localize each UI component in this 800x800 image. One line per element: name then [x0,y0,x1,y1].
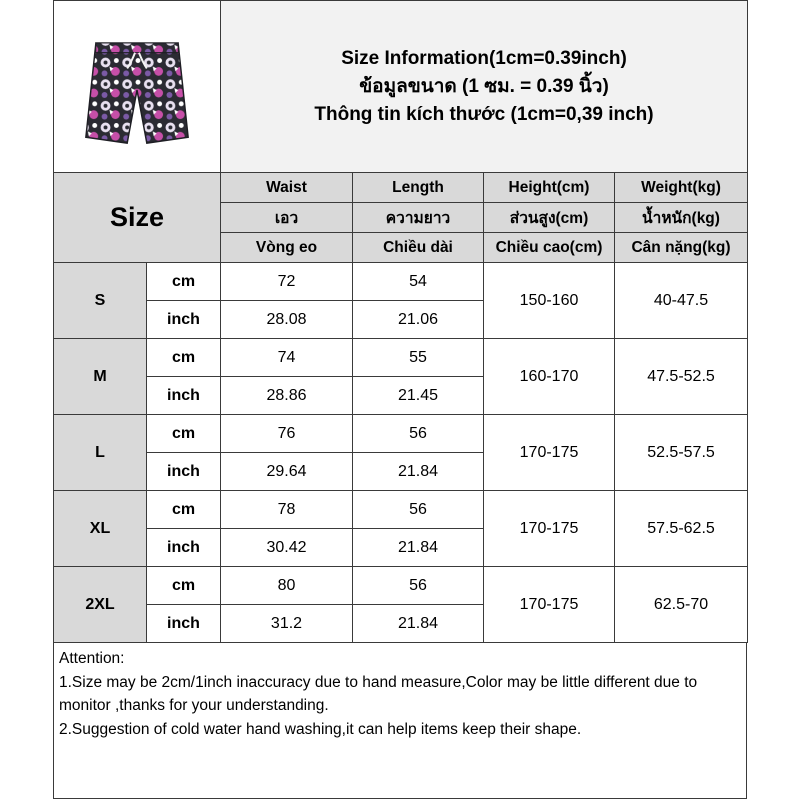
size-information-title [221,1,748,173]
weight-range: 47.5-52.5 [615,339,748,415]
length-header-th: ความยาว [353,203,484,233]
length-cm: 56 [353,491,484,529]
length-header-vi: Chiều dài [353,233,484,263]
height-range: 170-175 [484,567,615,643]
size-label-m: M [54,339,147,415]
waist-inch: 29.64 [221,453,353,491]
unit-cm: cm [147,339,221,377]
attention-note-2: 2.Suggestion of cold water hand washing,it can help items keep their shape. [59,720,582,738]
waist-cm: 80 [221,567,353,605]
size-column-header: Size [54,173,221,263]
waist-header-th: เอว [221,203,353,233]
size-label-2xl: 2XL [54,567,147,643]
unit-cm: cm [147,567,221,605]
waist-header-vi: Vòng eo [221,233,353,263]
weight-header-vi: Cân nặng(kg) [615,233,748,263]
title-line-th: ข้อมูลขนาด (1 ซม. = 0.39 นิ้ว) [359,75,609,97]
length-inch: 21.06 [353,301,484,339]
height-range: 170-175 [484,491,615,567]
waist-header-en: Waist [221,173,353,203]
waist-inch: 30.42 [221,529,353,567]
length-cm: 55 [353,339,484,377]
waist-inch: 28.86 [221,377,353,415]
weight-range: 62.5-70 [615,567,748,643]
length-cm: 56 [353,415,484,453]
attention-note-1: 1.Size may be 2cm/1inch inaccuracy due to hand measure,Color may be little different due to monitor ,thanks for your understanding. [59,673,698,714]
weight-range: 40-47.5 [615,263,748,339]
product-image [54,1,221,173]
length-inch: 21.84 [353,605,484,643]
waist-cm: 74 [221,339,353,377]
waist-cm: 78 [221,491,353,529]
height-header-en: Height(cm) [484,173,615,203]
unit-inch: inch [147,453,221,491]
waist-inch: 31.2 [221,605,353,643]
size-label-s: S [54,263,147,339]
length-header-en: Length [353,173,484,203]
height-range: 170-175 [484,415,615,491]
weight-header-th: น้ำหนัก(kg) [615,203,748,233]
waist-cm: 76 [221,415,353,453]
weight-header-en: Weight(kg) [615,173,748,203]
unit-inch: inch [147,377,221,415]
length-cm: 56 [353,567,484,605]
height-range: 160-170 [484,339,615,415]
waist-inch: 28.08 [221,301,353,339]
weight-range: 57.5-62.5 [615,491,748,567]
size-label-xl: XL [54,491,147,567]
printed-shorts-icon [78,35,196,153]
size-label-l: L [54,415,147,491]
attention-notes [53,643,747,799]
title-line-en: Size Information(1cm=0.39inch) [341,47,627,69]
unit-inch: inch [147,529,221,567]
length-inch: 21.84 [353,529,484,567]
unit-cm: cm [147,415,221,453]
title-line-vi: Thông tin kích thước (1cm=0,39 inch) [314,103,654,125]
unit-inch: inch [147,301,221,339]
height-header-vi: Chiều cao(cm) [484,233,615,263]
waist-cm: 72 [221,263,353,301]
weight-range: 52.5-57.5 [615,415,748,491]
length-inch: 21.45 [353,377,484,415]
unit-cm: cm [147,263,221,301]
length-inch: 21.84 [353,453,484,491]
height-range: 150-160 [484,263,615,339]
size-table [53,0,748,643]
unit-cm: cm [147,491,221,529]
height-header-th: ส่วนสูง(cm) [484,203,615,233]
length-cm: 54 [353,263,484,301]
size-chart [53,0,747,800]
attention-heading: Attention: [59,650,125,667]
unit-inch: inch [147,605,221,643]
